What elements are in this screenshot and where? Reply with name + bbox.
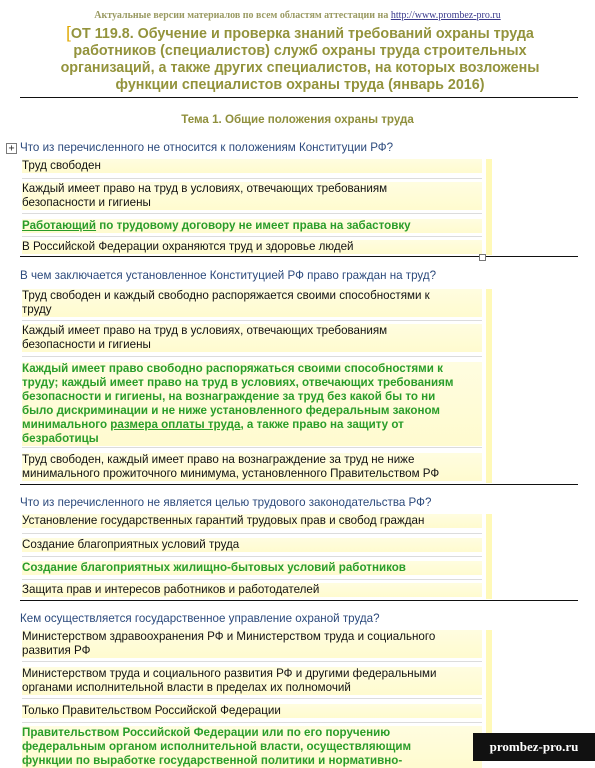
answer-text: Труд свободен, каждый имеет право на вознаграждение за труд не ниже	[22, 453, 415, 466]
question-rule	[20, 256, 578, 257]
topic-heading: Тема 1. Общие положения охраны труда	[181, 113, 414, 126]
answer-1-2	[22, 182, 482, 210]
answer-text: функции по выработке государственной политики и нормативно-	[22, 754, 403, 767]
answer-text: В Российской Федерации охраняются труд и здоровье людей	[22, 240, 354, 253]
answer-text: Труд свободен и каждый свободно распоряжается своими способностями к	[22, 289, 430, 302]
document-title	[40, 24, 560, 94]
answer-1-4	[22, 240, 482, 254]
answer-text: федеральным органом исполнительной власти, осуществляющим	[22, 740, 412, 753]
highlight-edge	[486, 514, 492, 599]
answer-divider	[22, 556, 482, 557]
answer-text: Труд свободен	[22, 159, 101, 172]
answer-divider	[22, 661, 482, 662]
answer-divider	[22, 356, 482, 357]
answer-text: Каждый имеет право на труд в условиях, отвечающих требованиям	[22, 324, 388, 337]
title-line-2: работников (специалистов) служб охраны труда строительных	[73, 43, 527, 59]
answer-text: безработицы	[22, 432, 99, 445]
answer-divider	[22, 447, 482, 448]
answer-text: Создание благоприятных условий труда	[22, 538, 240, 551]
title-bracket: [	[66, 23, 71, 42]
title-rule	[20, 97, 578, 98]
answer-2-1	[22, 289, 482, 317]
title-line-3: организаций, а также других специалистов, на которых возложены	[60, 60, 540, 76]
answer-3-3-correct	[22, 561, 482, 575]
answer-text: безопасности и гигиены, на вознаграждение за труд без какой бы то ни	[22, 390, 436, 403]
highlight-edge	[486, 159, 492, 255]
answer-text: Правительством Российской Федерации или по его поручению	[22, 726, 391, 739]
answer-1-1	[22, 159, 482, 173]
highlight-edge	[486, 289, 492, 483]
answer-text: минимального прожиточного минимума, установленного Правительством РФ	[22, 467, 440, 480]
banner-text: Актуальные версии материалов по всем областям аттестации на	[94, 10, 389, 21]
answer-text: Каждый имеет право свободно распоряжаться своими способностями к	[22, 362, 443, 375]
question-1: Что из перечисленного не относится к положениям Конституции РФ?	[20, 141, 394, 154]
resize-handle[interactable]	[479, 254, 486, 261]
answer-4-3	[22, 704, 482, 718]
answer-divider	[22, 236, 482, 237]
answer-text: Защита прав и интересов работников и работодателей	[22, 583, 320, 596]
answer-2-3-correct	[22, 362, 482, 446]
answer-1-3-correct	[22, 219, 482, 233]
answer-4-4-correct	[22, 726, 482, 768]
answer-text: Министерством труда и социального развития РФ и другими федеральными	[22, 667, 437, 680]
answer-text: органами исполнительной власти в пределах их полномочий	[22, 681, 351, 694]
title-line-4: функции специалистов охраны труда (январь 2016)	[115, 77, 485, 93]
answer-text: труду	[22, 303, 52, 316]
answer-text: Министерством здравоохранения РФ и Министерством труда и социального	[22, 630, 436, 643]
answer-3-4	[22, 583, 482, 597]
answer-text: Создание благоприятных жилищно-бытовых условий работников	[22, 561, 406, 574]
question-4: Кем осуществляется государственное управление охраной труда?	[20, 612, 380, 625]
answer-text: безопасности и гигиены	[22, 196, 151, 209]
answer-text: Установление государственных гарантий трудовых прав и свобод граждан	[22, 514, 425, 527]
answer-text: Только Правительством Российской Федерации	[22, 704, 281, 717]
answer-text: развития РФ	[22, 644, 91, 657]
answer-3-1	[22, 514, 482, 528]
answer-4-1	[22, 630, 482, 658]
answer-text-underlined: размера оплаты труда	[110, 418, 241, 431]
banner-link[interactable]: http://www.prombez-pro.ru	[390, 10, 501, 21]
answer-divider	[22, 320, 482, 321]
answer-text: Каждый имеет право на труд в условиях, отвечающих требованиям	[22, 182, 388, 195]
question-rule	[20, 600, 578, 601]
watermark-logo: prombez-pro.ru	[473, 733, 595, 761]
answer-divider	[22, 722, 482, 723]
answer-divider	[22, 579, 482, 580]
answer-divider	[22, 698, 482, 699]
answer-divider	[22, 178, 482, 179]
answer-2-2	[22, 324, 482, 352]
question-2: В чем заключается установленное Конституцией РФ право граждан на труд?	[20, 269, 437, 282]
answer-text: безопасности и гигиены	[22, 338, 151, 351]
answer-text-underlined: Работающий	[22, 219, 97, 232]
question-rule	[20, 484, 578, 485]
answer-text: труду; каждый имеет право на труд в условиях, отвечающих требованиям	[22, 376, 454, 389]
answer-text: по трудовому договору не имеет права на забастовку	[96, 219, 411, 232]
title-line-1: ОТ 119.8. Обучение и проверка знаний требований охраны труда	[70, 26, 534, 42]
site-banner	[0, 10, 595, 21]
expand-plus-icon[interactable]: +	[6, 143, 17, 154]
answer-text: было дискриминации и не ниже установленного федеральным законом	[22, 404, 440, 417]
answer-text: , а также право на защиту от	[240, 418, 404, 431]
answer-divider	[22, 213, 482, 214]
answer-text: минимального	[22, 418, 111, 431]
answer-2-4	[22, 453, 482, 481]
answer-4-2	[22, 667, 482, 695]
answer-divider	[22, 533, 482, 534]
question-3: Что из перечисленного не является целью трудового законодательства РФ?	[20, 496, 432, 509]
answer-3-2	[22, 538, 482, 552]
